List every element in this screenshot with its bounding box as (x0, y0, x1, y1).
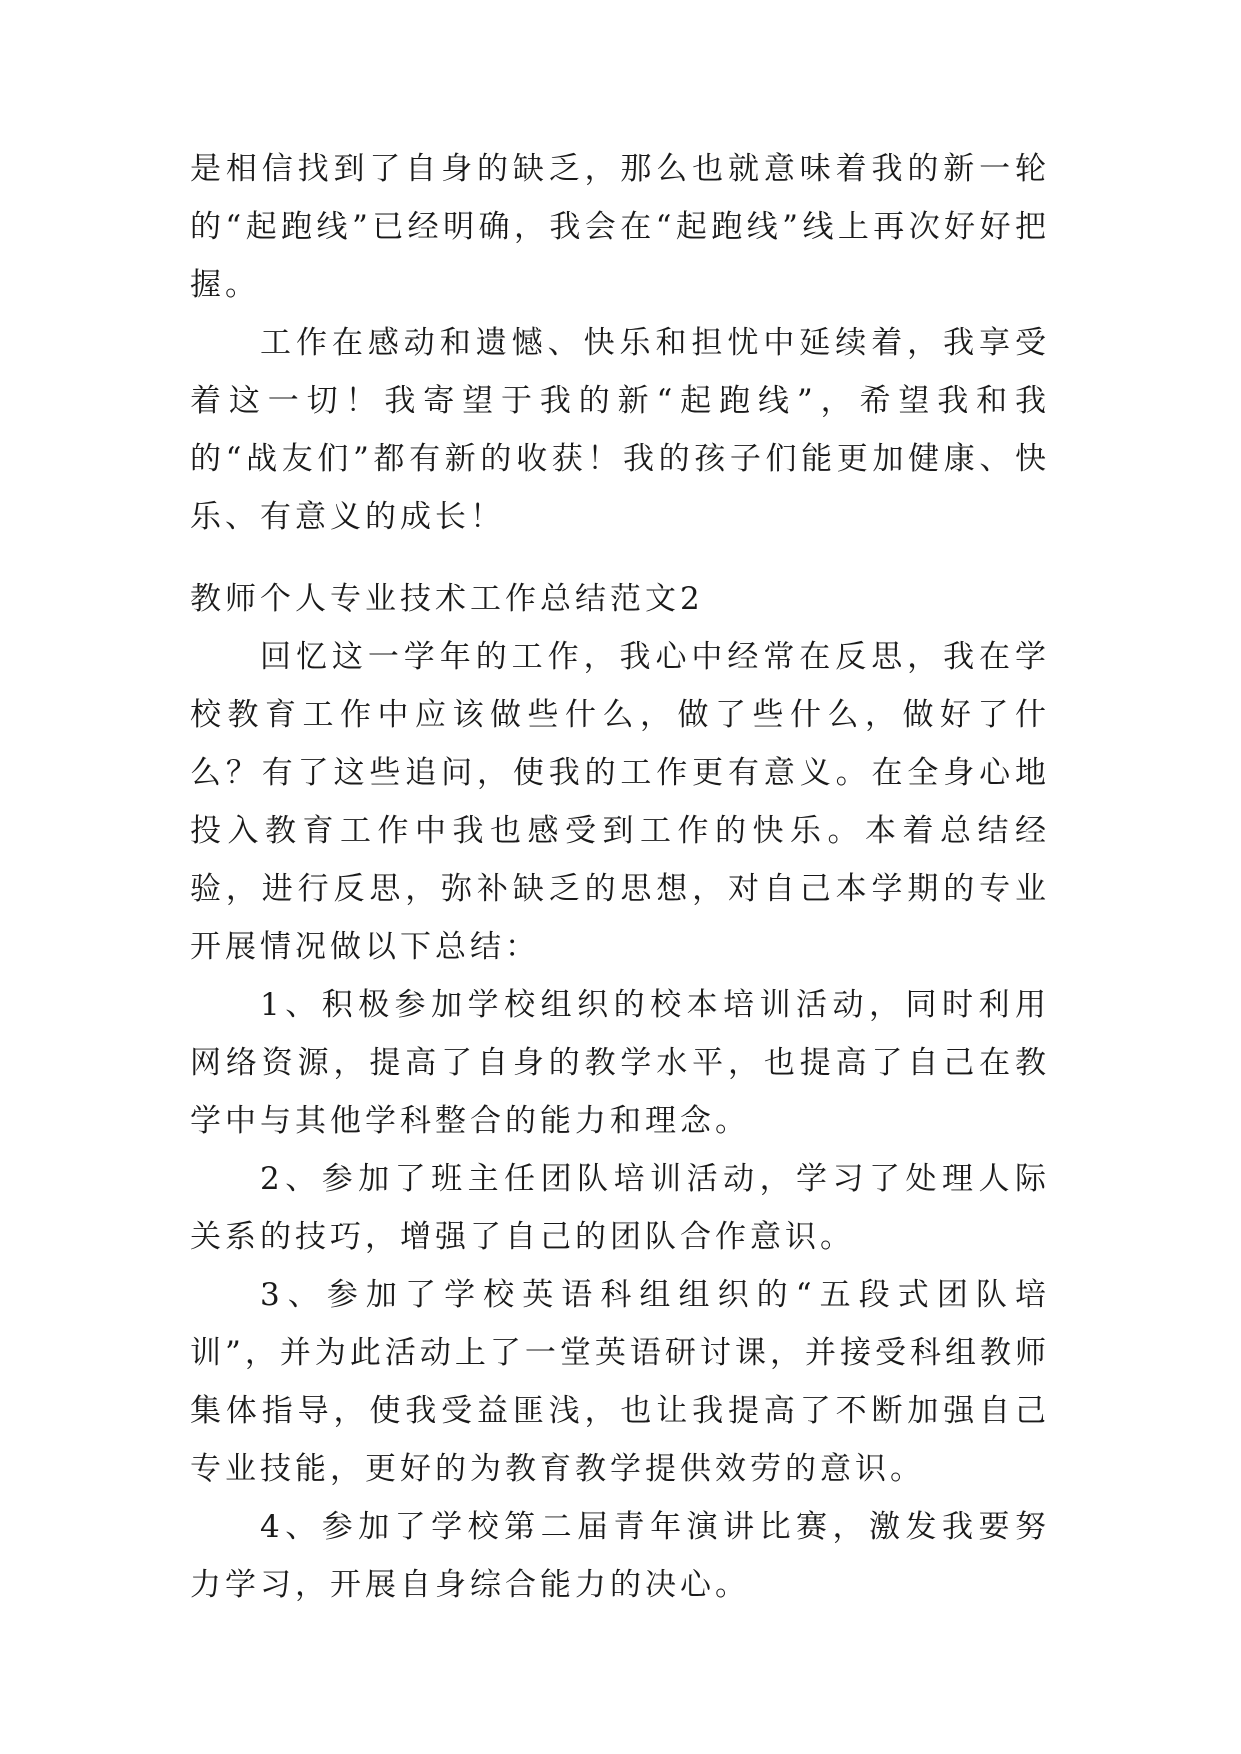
section-title: 教师个人专业技术工作总结范文2 (190, 581, 704, 617)
paragraph-item-2: 2、参加了班主任团队培训活动，学习了处理人际关系的技巧，增强了自己的团队合作意识。 (190, 1161, 1050, 1255)
paragraph-closing: 工作在感动和遗憾、快乐和担忧中延续着，我享受着这一切！我寄望于我的新“起跑线”，希望我和我的“战友们”都有新的收获！我的孩子们能更加健康、快乐、有意义的成长！ (190, 325, 1050, 535)
paragraph-item-4: 4、参加了学校第二届青年演讲比赛，激发我要努力学习，开展自身综合能力的决心。 (190, 1509, 1050, 1603)
paragraph-item-1: 1、积极参加学校组织的校本培训活动，同时利用网络资源，提高了自身的教学水平，也提高了自己在教学中与其他学科整合的能力和理念。 (190, 987, 1050, 1139)
paragraph-continuation: 是相信找到了自身的缺乏，那么也就意味着我的新一轮的“起跑线”已经明确，我会在“起跑线”线上再次好好把握。 (190, 151, 1050, 303)
paragraph-item-3: 3、参加了学校英语科组组织的“五段式团队培训”，并为此活动上了一堂英语研讨课，并接受科组教师集体指导，使我受益匪浅，也让我提高了不断加强自己专业技能，更好的为教育教学提供效劳的意识。 (190, 1277, 1050, 1487)
paragraph-intro: 回忆这一学年的工作，我心中经常在反思，我在学校教育工作中应该做些什么，做了些什么，做好了什么？有了这些追问，使我的工作更有意义。在全身心地投入教育工作中我也感受到工作的快乐。本着总结经验，进行反思，弥补缺乏的思想，对自己本学期的专业开展情况做以下总结： (190, 639, 1050, 965)
continuation-text-block (190, 140, 1050, 546)
section-text-block (190, 570, 1050, 1614)
